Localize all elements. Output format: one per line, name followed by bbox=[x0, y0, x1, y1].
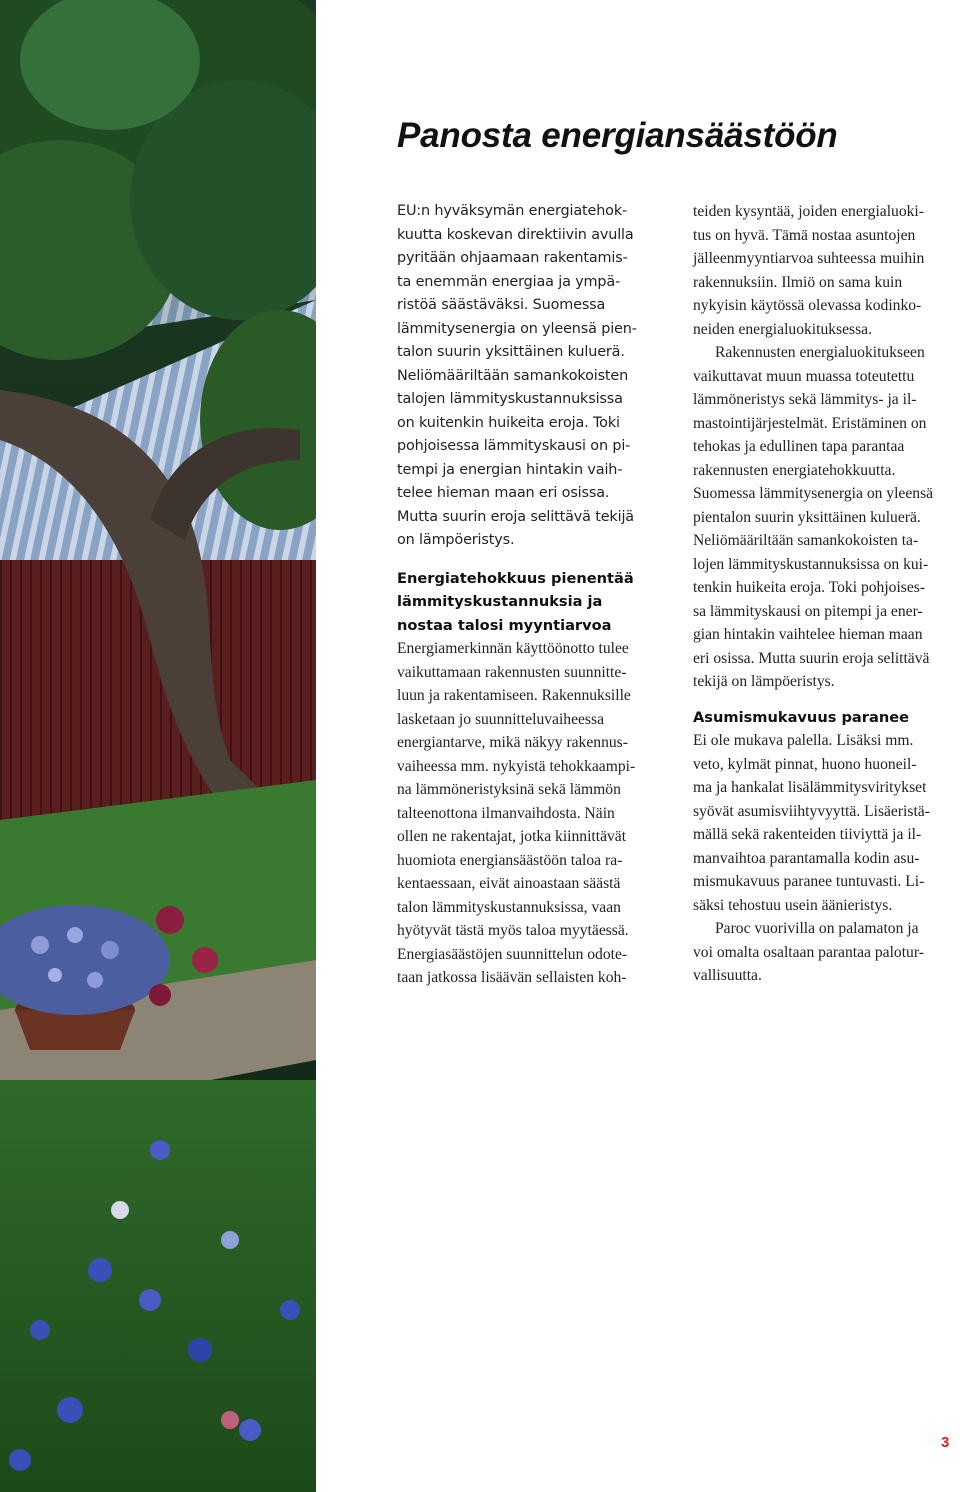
body-line: lasketaan jo suunnitteluvaiheessa bbox=[397, 710, 604, 728]
intro-line: pohjoisessa lämmityskausi on pi- bbox=[397, 438, 631, 454]
body-line: Neliömääriltään samankokoisten ta- bbox=[693, 532, 919, 549]
body-line: rakennuksiin. Ilmiö on sama kuin bbox=[693, 273, 903, 291]
body-line: Energiasäästöjen suunnittelun odote- bbox=[397, 945, 628, 963]
body-line: nykyisin käytössä olevassa kodinko- bbox=[693, 297, 922, 314]
body-line: manvaihtoa parantamalla kodin asu- bbox=[693, 849, 920, 867]
body-line: sa lämmityskausi on pitempi ja ener- bbox=[693, 602, 923, 620]
body-line: mastointijärjestelmät. Eristäminen on bbox=[693, 414, 927, 432]
intro-line: pyritään ohjaamaan rakentamis- bbox=[397, 250, 628, 266]
page-number: 3 bbox=[941, 1434, 950, 1451]
section-heading-energy-efficiency bbox=[397, 567, 665, 638]
body-line: ollen ne rakentajat, jotka kiinnittävät bbox=[397, 828, 627, 845]
intro-line: ta enemmän energiaa ja ympä- bbox=[397, 273, 621, 290]
intro-line: on lämpöeristys. bbox=[397, 532, 515, 548]
body-line: lojen lämmityskustannuksissa on kui- bbox=[693, 555, 929, 573]
intro-line: talojen lämmityskustannuksissa bbox=[397, 391, 623, 407]
heading-line: lämmityskustannuksia ja bbox=[397, 593, 603, 610]
body-line: vallisuutta. bbox=[693, 967, 762, 984]
body-line: gian hintakin vaihtelee hieman maan bbox=[693, 626, 923, 643]
garden-photo-icon bbox=[0, 0, 316, 1492]
body-line: syövät asumisviihtyvyyttä. Lisäeristä- bbox=[693, 802, 930, 820]
intro-line: lämmitysenergia on yleensä pien- bbox=[397, 320, 637, 337]
body-line: jälleenmyyntiarvoa suhteessa muihin bbox=[693, 250, 925, 267]
heading-line: Energiatehokkuus pienentää bbox=[397, 569, 634, 587]
body-line: Ei ole mukava palella. Lisäksi mm. bbox=[693, 732, 914, 749]
section-heading-comfort: Asumismukavuus paranee bbox=[693, 708, 909, 726]
paragraph-3 bbox=[693, 729, 955, 917]
body-line: Paroc vuorivilla on palamaton ja bbox=[715, 920, 919, 937]
intro-paragraph bbox=[397, 200, 665, 553]
paragraph-2 bbox=[693, 341, 955, 694]
body-line: Suomessa lämmitysenergia on yleensä bbox=[693, 485, 934, 502]
body-line: tenkin huikeita eroja. Toki pohjoises- bbox=[693, 579, 926, 596]
body-line: na lämmöneristyksinä sekä lämmön bbox=[397, 781, 621, 798]
body-line: säksi tehostuu usein äänieristys. bbox=[693, 896, 893, 914]
body-line: tekijä on lämpöeristys. bbox=[693, 673, 835, 690]
body-line: voi omalta osaltaan parantaa palotur- bbox=[693, 943, 924, 961]
body-line: teiden kysyntää, joiden energialuoki- bbox=[693, 203, 924, 220]
body-line: talteenottona ilmanvaihdosta. Näin bbox=[397, 804, 615, 822]
body-line: kentaessaan, eivät ainoastaan säästä bbox=[397, 875, 621, 892]
body-line: vaikuttamaan rakennusten suunnitte- bbox=[397, 663, 627, 681]
intro-line: telee hieman maan eri osissa. bbox=[397, 485, 610, 501]
heading-line: nostaa talosi myyntiarvoa bbox=[397, 616, 612, 634]
body-line: rakennusten energiatehokkuutta. bbox=[693, 461, 896, 479]
body-line: pientalon suurin yksittäinen kuluerä. bbox=[693, 508, 921, 526]
intro-line: ristöä säästäväksi. Suomessa bbox=[397, 297, 606, 313]
page-title: Panosta energiansäästöön bbox=[397, 116, 838, 155]
body-line: Rakennusten energialuokitukseen bbox=[715, 344, 925, 361]
body-line: ma ja hankalat lisälämmitysviritykset bbox=[693, 779, 927, 796]
garden-photo bbox=[0, 0, 316, 1492]
section1-body bbox=[397, 637, 665, 990]
body-line: tehokas ja edullinen tapa parantaa bbox=[693, 438, 905, 455]
body-line: veto, kylmät pinnat, huono huoneil- bbox=[693, 755, 917, 773]
body-line: hyötyvät tästä myös taloa myytäessä. bbox=[397, 922, 629, 939]
intro-line: Neliömääriltään samankokoisten bbox=[397, 367, 629, 384]
paragraph-4 bbox=[693, 917, 955, 988]
intro-line: on kuitenkin huikeita eroja. Toki bbox=[397, 414, 620, 431]
column-right bbox=[693, 200, 955, 988]
intro-line: tempi ja energian hintakin vaih- bbox=[397, 461, 623, 478]
intro-line: kuutta koskevan direktiivin avulla bbox=[397, 226, 634, 243]
body-line: vaikuttavat muun muassa toteutettu bbox=[693, 367, 915, 385]
body-line: Energiamerkinnän käyttöönotto tulee bbox=[397, 640, 629, 657]
body-line: taan jatkossa lisäävän sellaisten koh- bbox=[397, 969, 627, 986]
intro-line: Mutta suurin eroja selittävä tekijä bbox=[397, 508, 634, 525]
paragraph-1 bbox=[693, 200, 955, 341]
body-line: talon lämmityskustannuksissa, vaan bbox=[397, 898, 621, 916]
body-line: huomiota energiansäästöön taloa ra- bbox=[397, 851, 623, 869]
column-left bbox=[397, 200, 665, 990]
intro-line: EU:n hyväksymän energiatehok- bbox=[397, 203, 628, 219]
body-line: mällä sekä rakenteiden tiiviyttä ja il- bbox=[693, 826, 922, 843]
body-line: eri osissa. Mutta suurin eroja selittävä bbox=[693, 649, 930, 667]
body-line: energiantarve, mikä näkyy rakennus- bbox=[397, 734, 628, 751]
body-line: neiden energialuokituksessa. bbox=[693, 320, 872, 338]
body-line: tus on hyvä. Tämä nostaa asuntojen bbox=[693, 226, 916, 244]
body-line: lämmöneristys sekä lämmitys- ja il- bbox=[693, 391, 917, 408]
intro-line: talon suurin yksittäinen kuluerä. bbox=[397, 344, 625, 360]
body-line: mismukavuus paranee tuntuvasti. Li- bbox=[693, 873, 925, 890]
body-line: vaiheessa mm. nykyistä tehokkaampi- bbox=[397, 757, 636, 775]
body-line: luun ja rakentamiseen. Rakennuksille bbox=[397, 687, 631, 704]
